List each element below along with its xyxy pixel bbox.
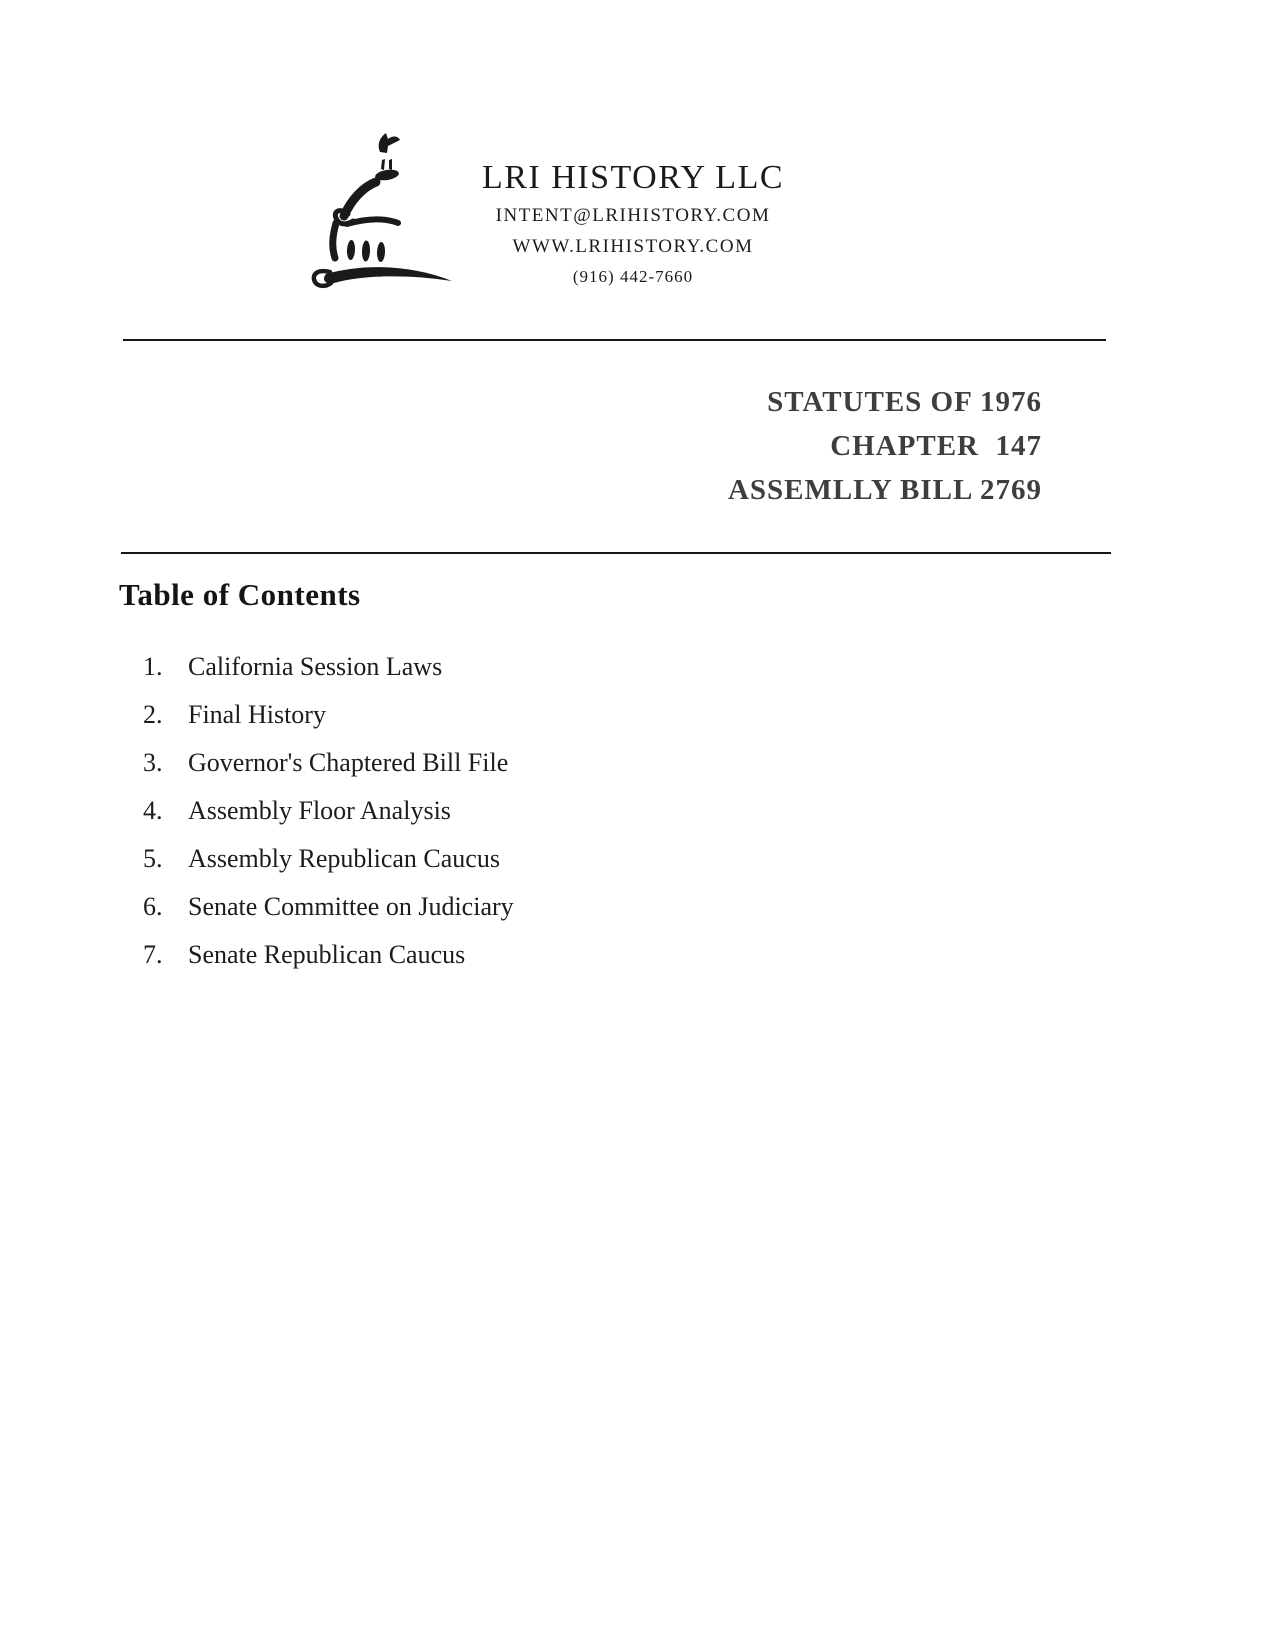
website-text: WWW.LRIHISTORY.COM xyxy=(512,236,754,257)
toc-item xyxy=(143,691,514,739)
statutes-line-3: ASSEMLLY BILL 2769 xyxy=(727,474,1042,506)
toc-item-label: Senate Republican Caucus xyxy=(188,940,466,969)
toc-item-label: California Session Laws xyxy=(188,652,443,681)
toc-item-label: Assembly Floor Analysis xyxy=(188,796,451,825)
toc-heading: Table of Contents xyxy=(119,577,361,612)
toc-item-number: 5. xyxy=(143,844,163,873)
phone-text: (916) 442-7660 xyxy=(572,267,694,286)
toc-item xyxy=(143,835,514,883)
toc-item-label: Senate Committee on Judiciary xyxy=(188,892,514,921)
toc-item xyxy=(143,787,514,835)
toc-item xyxy=(143,643,514,691)
toc-item-number: 3. xyxy=(143,748,163,777)
header-contact-block xyxy=(433,156,833,291)
statutes-line-2: CHAPTER 147 xyxy=(830,430,1042,462)
toc-item-label: Final History xyxy=(188,700,326,729)
toc-item xyxy=(143,931,514,979)
toc-item xyxy=(143,883,514,931)
toc-item-number: 7. xyxy=(143,940,163,969)
toc-list xyxy=(143,643,514,979)
toc-item-number: 2. xyxy=(143,700,163,729)
toc-item-number: 1. xyxy=(143,652,163,681)
horizontal-divider-bottom xyxy=(121,552,1111,554)
horizontal-divider-top xyxy=(123,339,1106,341)
statutes-title-block xyxy=(728,380,1042,512)
toc-item-label: Governor's Chaptered Bill File xyxy=(188,748,509,777)
toc-item-label: Assembly Republican Caucus xyxy=(188,844,500,873)
email-text: INTENT@LRIHISTORY.COM xyxy=(495,205,771,226)
toc-item-number: 4. xyxy=(143,796,163,825)
statutes-line-1: STATUTES OF 1976 xyxy=(767,386,1042,418)
company-name: LRI HISTORY LLC xyxy=(481,159,785,196)
toc-item-number: 6. xyxy=(143,892,163,921)
toc-item xyxy=(143,739,514,787)
